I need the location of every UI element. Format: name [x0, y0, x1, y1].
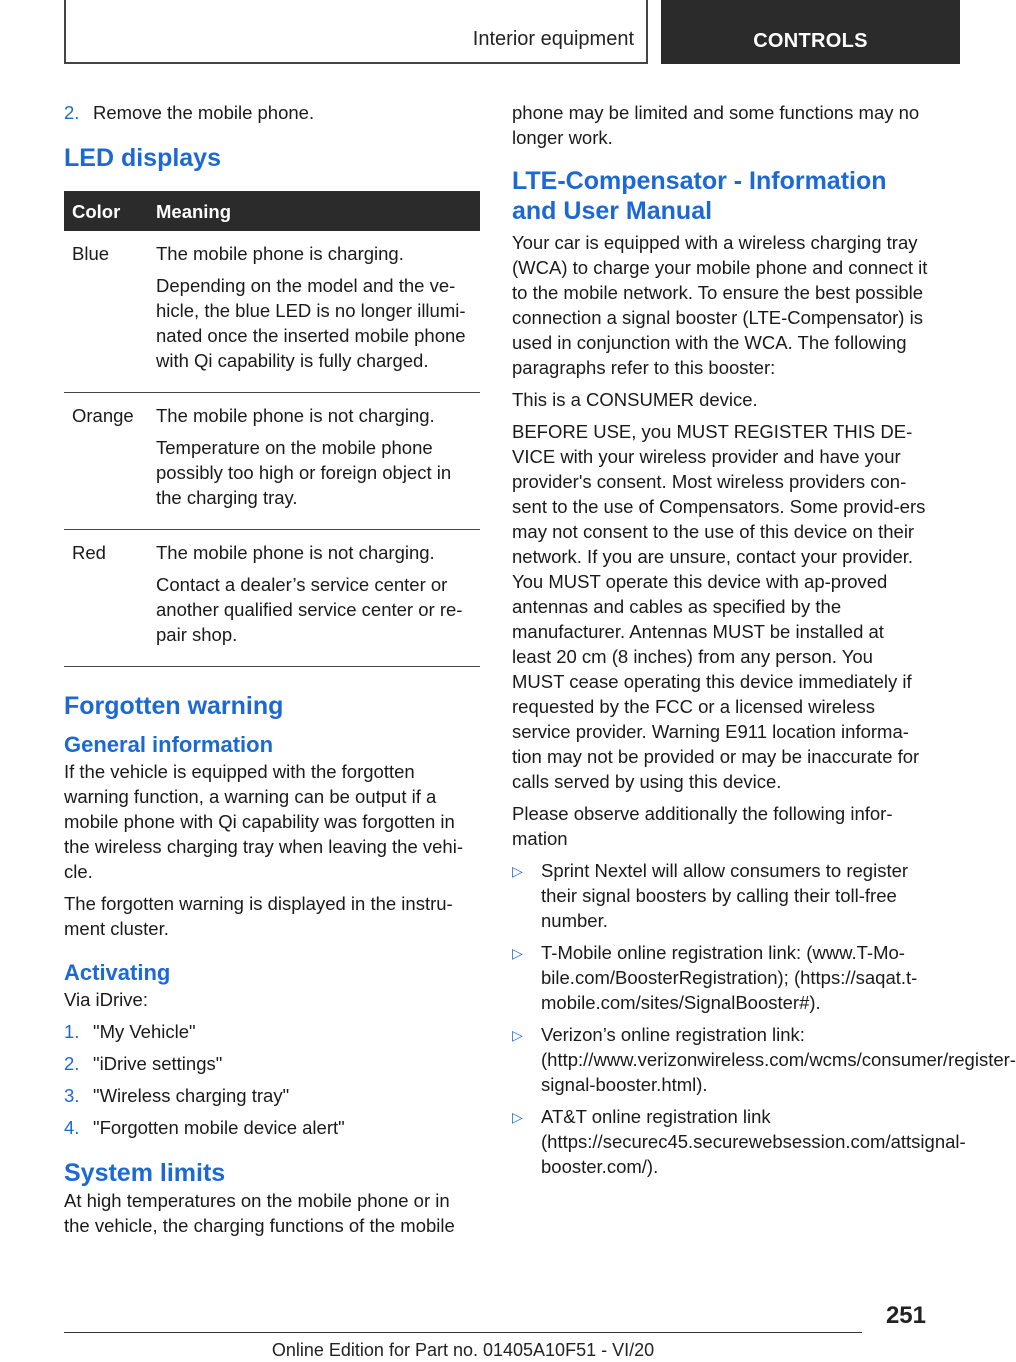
header-chapter-box [661, 0, 960, 64]
forgotten-warning-heading: Forgotten warning [64, 692, 284, 720]
footer-divider [64, 1332, 862, 1333]
lte-paragraph-1: Your car is equipped with a wireless charging tray (WCA) to charge your mobile phone and connect it to the mobile network. To ensure the best possible connection a signal booster (LTE-Compensator) is used in conjunction with the WCA. The following paragraphs refer to this booster: [512, 232, 928, 378]
list-item [64, 100, 480, 125]
lte-paragraph-2: This is a CONSUMER device. [512, 389, 758, 410]
list-item [512, 858, 928, 933]
header-chapter-title: CONTROLS [753, 30, 868, 52]
step-number: 3. [64, 1085, 80, 1106]
meaning-line: The mobile phone is not charging. [156, 542, 435, 563]
bullet-text: AT&T online registration link (https://securec45.securewebsession.com/attsignal-booster.com/). [541, 1106, 966, 1177]
page-number: 251 [885, 1302, 926, 1329]
general-paragraph-2: The forgotten warning is displayed in the instru-ment cluster. [64, 893, 453, 939]
list-item [64, 1115, 480, 1140]
list-item [64, 1019, 480, 1044]
table-cell-color: Orange [64, 393, 148, 530]
table-header-color: Color [64, 191, 148, 231]
header-section-title: Interior equipment [472, 28, 634, 50]
bullet-text: T-Mobile online registration link: (www.T-Mo-bile.com/BoosterRegistration); (https://saqat.t-mobile.com/sites/SignalBooster#). [541, 942, 918, 1013]
lte-compensator-heading: LTE-Compensator - Information and User Manual [512, 167, 887, 225]
triangle-bullet-icon: ▷ [512, 945, 523, 961]
led-displays-heading: LED displays [64, 144, 221, 172]
table-cell-color: Blue [64, 231, 148, 393]
bullet-text: Sprint Nextel will allow consumers to register their signal boosters by calling their toll-free number. [541, 860, 909, 931]
meaning-line: Contact a dealer’s service center or another qualified service center or re-pair shop. [156, 574, 463, 645]
lte-paragraph-3: BEFORE USE, you MUST REGISTER THIS DE-VICE with your wireless provider and have your provider's consent. Most wireless providers con-sent to the use of Compensators. Some provid-ers may not consent to the use of this device on their network. If you are unsure, contact your provider. You MUST operate this device with ap-proved antennas and cables as specified by the manufacturer. Antennas MUST be installed at least 20 cm (8 inches) from any person. You MUST cease operating this device immediately if requested by the FCC or a licensed wireless service provider. Warning E911 location informa-tion may not be provided or may be inaccurate for calls served by using this device. [512, 421, 926, 792]
step-text: "Forgotten mobile device alert" [93, 1117, 345, 1138]
list-item [512, 940, 928, 1015]
system-limits-heading: System limits [64, 1159, 226, 1187]
activating-heading: Activating [64, 960, 171, 985]
right-column [512, 100, 1016, 1186]
header-section-box [64, 0, 648, 64]
footer-edition: Online Edition for Part no. 01405A10F51 - VI/20 [271, 1340, 655, 1360]
general-paragraph-1: If the vehicle is equipped with the forgotten warning function, a warning can be output if a mobile phone with Qi capability was forgotten in the wireless charging tray when leaving the vehi-cle. [64, 761, 463, 882]
table-cell-meaning [148, 393, 480, 530]
general-information-heading: General information [64, 732, 274, 757]
table-header-meaning: Meaning [148, 191, 480, 231]
list-item [64, 1083, 480, 1108]
step-number: 2. [64, 102, 80, 123]
meaning-line: The mobile phone is charging. [156, 243, 404, 264]
meaning-line: The mobile phone is not charging. [156, 405, 435, 426]
list-item [512, 1022, 1016, 1097]
table-cell-meaning [148, 231, 480, 393]
step-number: 4. [64, 1117, 80, 1138]
table-row [64, 393, 480, 530]
meaning-line: Depending on the model and the ve-hicle, the blue LED is no longer illumi-nated once the inserted mobile phone with Qi capability is fully charged. [156, 275, 466, 371]
meaning-line: Temperature on the mobile phone possibly too high or foreign object in the charging tray. [156, 437, 452, 508]
list-item [64, 1051, 480, 1076]
table-cell-color: Red [64, 530, 148, 667]
step-text: "Wireless charging tray" [93, 1085, 290, 1106]
step-number: 2. [64, 1053, 80, 1074]
table-header-row [64, 191, 480, 231]
triangle-bullet-icon: ▷ [512, 1027, 523, 1043]
activating-intro: Via iDrive: [64, 989, 148, 1010]
step-text: "My Vehicle" [93, 1021, 196, 1042]
lte-paragraph-4: Please observe additionally the following infor-mation [512, 803, 893, 849]
list-item [512, 1104, 966, 1179]
table-cell-meaning [148, 530, 480, 667]
step-number: 1. [64, 1021, 80, 1042]
led-table [64, 191, 480, 667]
system-limits-paragraph: At high temperatures on the mobile phone or in the vehicle, the charging functions of the mobile [64, 1190, 455, 1236]
bullet-text: Verizon’s online registration link: (http://www.verizonwireless.com/wcms/consumer/register-signal-booster.html). [541, 1024, 1016, 1095]
table-row [64, 530, 480, 667]
table-row [64, 231, 480, 393]
triangle-bullet-icon: ▷ [512, 1109, 523, 1125]
continued-paragraph: phone may be limited and some functions may no longer work. [512, 102, 920, 148]
step-text: "iDrive settings" [93, 1053, 223, 1074]
triangle-bullet-icon: ▷ [512, 863, 523, 879]
left-column [64, 100, 480, 1245]
step-text: Remove the mobile phone. [93, 102, 315, 123]
